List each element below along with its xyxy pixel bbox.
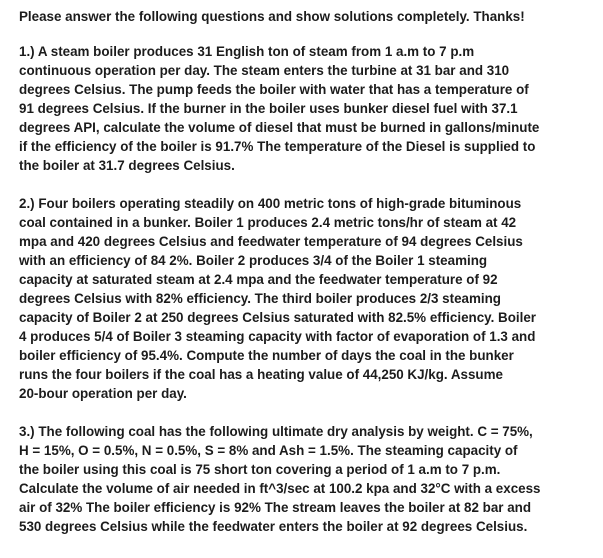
problem-2-line: 20-bour operation per day. (19, 386, 187, 401)
problem-3-line: H = 15%, O = 0.5%, N = 0.5%, S = 8% and Ash = 1.5%. The steaming capacity of (19, 443, 518, 458)
problem-3 (19, 422, 593, 536)
problem-2-line: mpa and 420 degrees Celsius and feedwater temperature of 94 degrees Celsius (19, 234, 523, 249)
problem-2-line: degrees Celsius with 82% efficiency. The third boiler produces 2/3 steaming (19, 291, 501, 306)
problem-3-line: the boiler using this coal is 75 short ton covering a period of 1 a.m to 7 p.m. (19, 462, 501, 477)
problem-3-line: 530 degrees Celsius while the feedwater enters the boiler at 92 degrees Celsius. (19, 519, 528, 534)
problem-1-line: continuous operation per day. The steam enters the turbine at 31 bar and 310 (19, 63, 510, 78)
problem-2 (19, 194, 593, 403)
problem-1-line: 91 degrees Celsius. If the burner in the boiler uses bunker diesel fuel with 37.1 (19, 101, 518, 116)
instruction-text (19, 7, 593, 26)
problem-2-line: boiler efficiency of 95.4%. Compute the number of days the coal in the bunker (19, 348, 514, 363)
problem-2-line: runs the four boilers if the coal has a heating value of 44,250 KJ/kg. Assume (19, 367, 503, 382)
problem-3-line: 3.) The following coal has the following ultimate dry analysis by weight. C = 75%, (19, 424, 533, 439)
problem-3-line: Calculate the volume of air needed in ft^3/sec at 100.2 kpa and 32°C with a excess (19, 481, 541, 496)
problem-1-line: degrees Celsius. The pump feeds the boiler with water that has a temperature of (19, 82, 529, 97)
instruction-line: Please answer the following questions and show solutions completely. Thanks! (19, 9, 525, 24)
problem-1-line: the boiler at 31.7 degrees Celsius. (19, 158, 235, 173)
problem-2-line: capacity of Boiler 2 at 250 degrees Celsius saturated with 82.5% efficiency. Boiler (19, 310, 536, 325)
problem-2-line: with an efficiency of 84 2%. Boiler 2 produces 3/4 of the Boiler 1 steaming (19, 253, 488, 268)
problem-2-line: 2.) Four boilers operating steadily on 400 metric tons of high-grade bituminous (19, 196, 522, 211)
problem-1-line: 1.) A steam boiler produces 31 English ton of steam from 1 a.m to 7 p.m (19, 44, 475, 59)
problem-1-line: degrees API, calculate the volume of diesel that must be burned in gallons/minute (19, 120, 540, 135)
problem-2-line: coal contained in a bunker. Boiler 1 produces 2.4 metric tons/hr of steam at 42 (19, 215, 517, 230)
problem-3-line: air of 32% The boiler efficiency is 92% The stream leaves the boiler at 82 bar and (19, 500, 532, 515)
problem-1-line: if the efficiency of the boiler is 91.7% The temperature of the Diesel is supplied to (19, 139, 536, 154)
problem-2-line: 4 produces 5/4 of Boiler 3 steaming capacity with factor of evaporation of 1.3 and (19, 329, 536, 344)
problem-2-line: capacity at saturated steam at 2.4 mpa and the feedwater temperature of 92 (19, 272, 498, 287)
problem-1 (19, 42, 593, 175)
